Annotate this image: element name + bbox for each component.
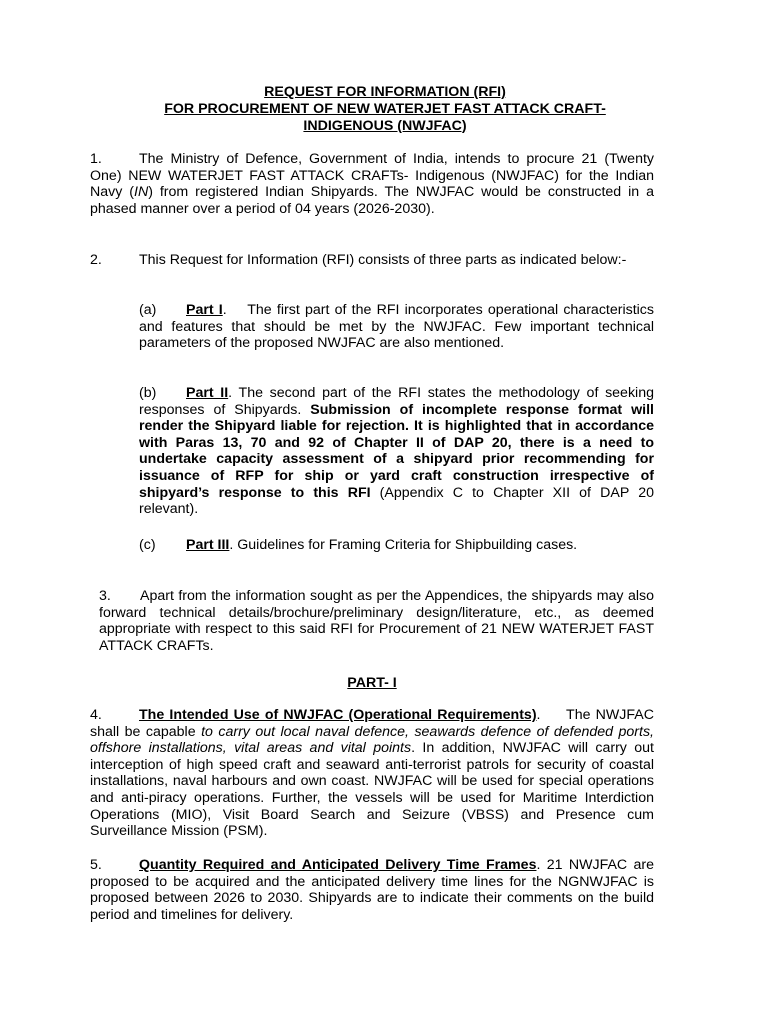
subparagraph-number: (b) bbox=[139, 385, 157, 401]
paragraph-italic-text: IN bbox=[134, 184, 149, 201]
subparagraph-number: (c) bbox=[139, 537, 156, 553]
paragraph-text: This Request for Information (RFI) consists of three parts as indicated below:- bbox=[139, 252, 627, 268]
paragraph-1 bbox=[90, 151, 654, 217]
paragraph-heading: Quantity Required and Anticipated Delivery Time Frames bbox=[139, 857, 537, 873]
paragraph-text: . The NWJFAC shall be capable bbox=[90, 707, 658, 740]
paragraph-number: 3. bbox=[99, 588, 111, 604]
paragraph-italic-text: to carry out local naval defence, seawards defence of defended ports, offshore installations, vital areas and vital points bbox=[90, 723, 654, 757]
title-line-3: INDIGENOUS (NWJFAC) bbox=[303, 117, 467, 134]
paragraph-heading: The Intended Use of NWJFAC (Operational Requirements) bbox=[139, 707, 537, 723]
paragraph-4 bbox=[90, 707, 658, 840]
subparagraph-b bbox=[139, 385, 654, 518]
subparagraph-number: (a) bbox=[139, 302, 157, 318]
part-heading: PART- I bbox=[347, 675, 397, 691]
paragraph-text: . In addition, NWJFAC will carry out interception of high speed craft and seaward anti-terrorist patrols for security of coastal installations, naval harbours and own coast. NWJFAC will be used for special operations and anti-piracy operations. Further, the vessels will be used for Maritime Interdiction Operations (MIO), Visit Board Search and Seizure (VBSS) and Presence cum Surveillance Mission (PSM). bbox=[90, 740, 654, 840]
paragraph-number: 5. bbox=[90, 857, 102, 873]
subparagraph-text: . The second part of the RFI states the methodology of seeking responses of Shipyards. bbox=[139, 385, 654, 418]
subparagraph-label: Part I bbox=[186, 302, 223, 318]
document-title bbox=[90, 84, 680, 134]
subparagraph-label: Part III bbox=[186, 537, 230, 553]
paragraph-5 bbox=[90, 857, 654, 923]
paragraph-3 bbox=[99, 588, 654, 654]
paragraph-number: 1. bbox=[90, 151, 102, 167]
subparagraph-c bbox=[139, 537, 654, 554]
paragraph-number: 4. bbox=[90, 707, 102, 723]
title-line-1: REQUEST FOR INFORMATION (RFI) bbox=[264, 84, 506, 100]
subparagraph-bold-text: Submission of incomplete response format will render the Shipyard liable for rejection. It is highlighted that in accordance with Paras 13, 70 and 92 of Chapter II of DAP 20, there is a need to undertake capacity assessment of a shipyard prior recommending for issuance of RFP for ship or yard craft construction irrespective of shipyard’s response to this RFI bbox=[139, 401, 654, 501]
paragraph-text: . 21 NWJFAC are proposed to be acquired and the anticipated delivery time lines for the NGNWJFAC is proposed between 2026 to 2030. Shipyards are to indicate their comments on the build period and timelines for delivery. bbox=[90, 857, 654, 923]
paragraph-number: 2. bbox=[90, 252, 102, 268]
paragraph-2 bbox=[90, 252, 654, 269]
subparagraph-a bbox=[139, 302, 658, 352]
subparagraph-text: . Guidelines for Framing Criteria for Shipbuilding cases. bbox=[229, 537, 578, 553]
subparagraph-text: (Appendix C to Chapter XII of DAP 20 relevant). bbox=[139, 484, 654, 518]
paragraph-text: The Ministry of Defence, Government of India, intends to procure 21 (Twenty One) NEW WATERJET FAST ATTACK CRAFTs- Indigenous (NWJFAC) for the Indian Navy ( bbox=[90, 151, 654, 201]
paragraph-text: Apart from the information sought as per the Appendices, the shipyards may also forward technical details/brochure/preliminary design/literature, etc., as deemed appropriate with respect to this said RFI for Procurement of 21 NEW WATERJET FAST ATTACK CRAFTs. bbox=[99, 588, 654, 654]
subparagraph-text: . The first part of the RFI incorporates operational characteristics and features that should be met by the NWJFAC. Few important technical parameters of the proposed NWJFAC are also mentioned. bbox=[139, 302, 658, 352]
subparagraph-label: Part II bbox=[186, 385, 229, 401]
paragraph-text: ) from registered Indian Shipyards. The NWJFAC would be constructed in a phased manner over a period of 04 years (2026-2030). bbox=[90, 184, 654, 217]
title-line-2: FOR PROCUREMENT OF NEW WATERJET FAST ATTACK CRAFT- bbox=[164, 100, 606, 117]
